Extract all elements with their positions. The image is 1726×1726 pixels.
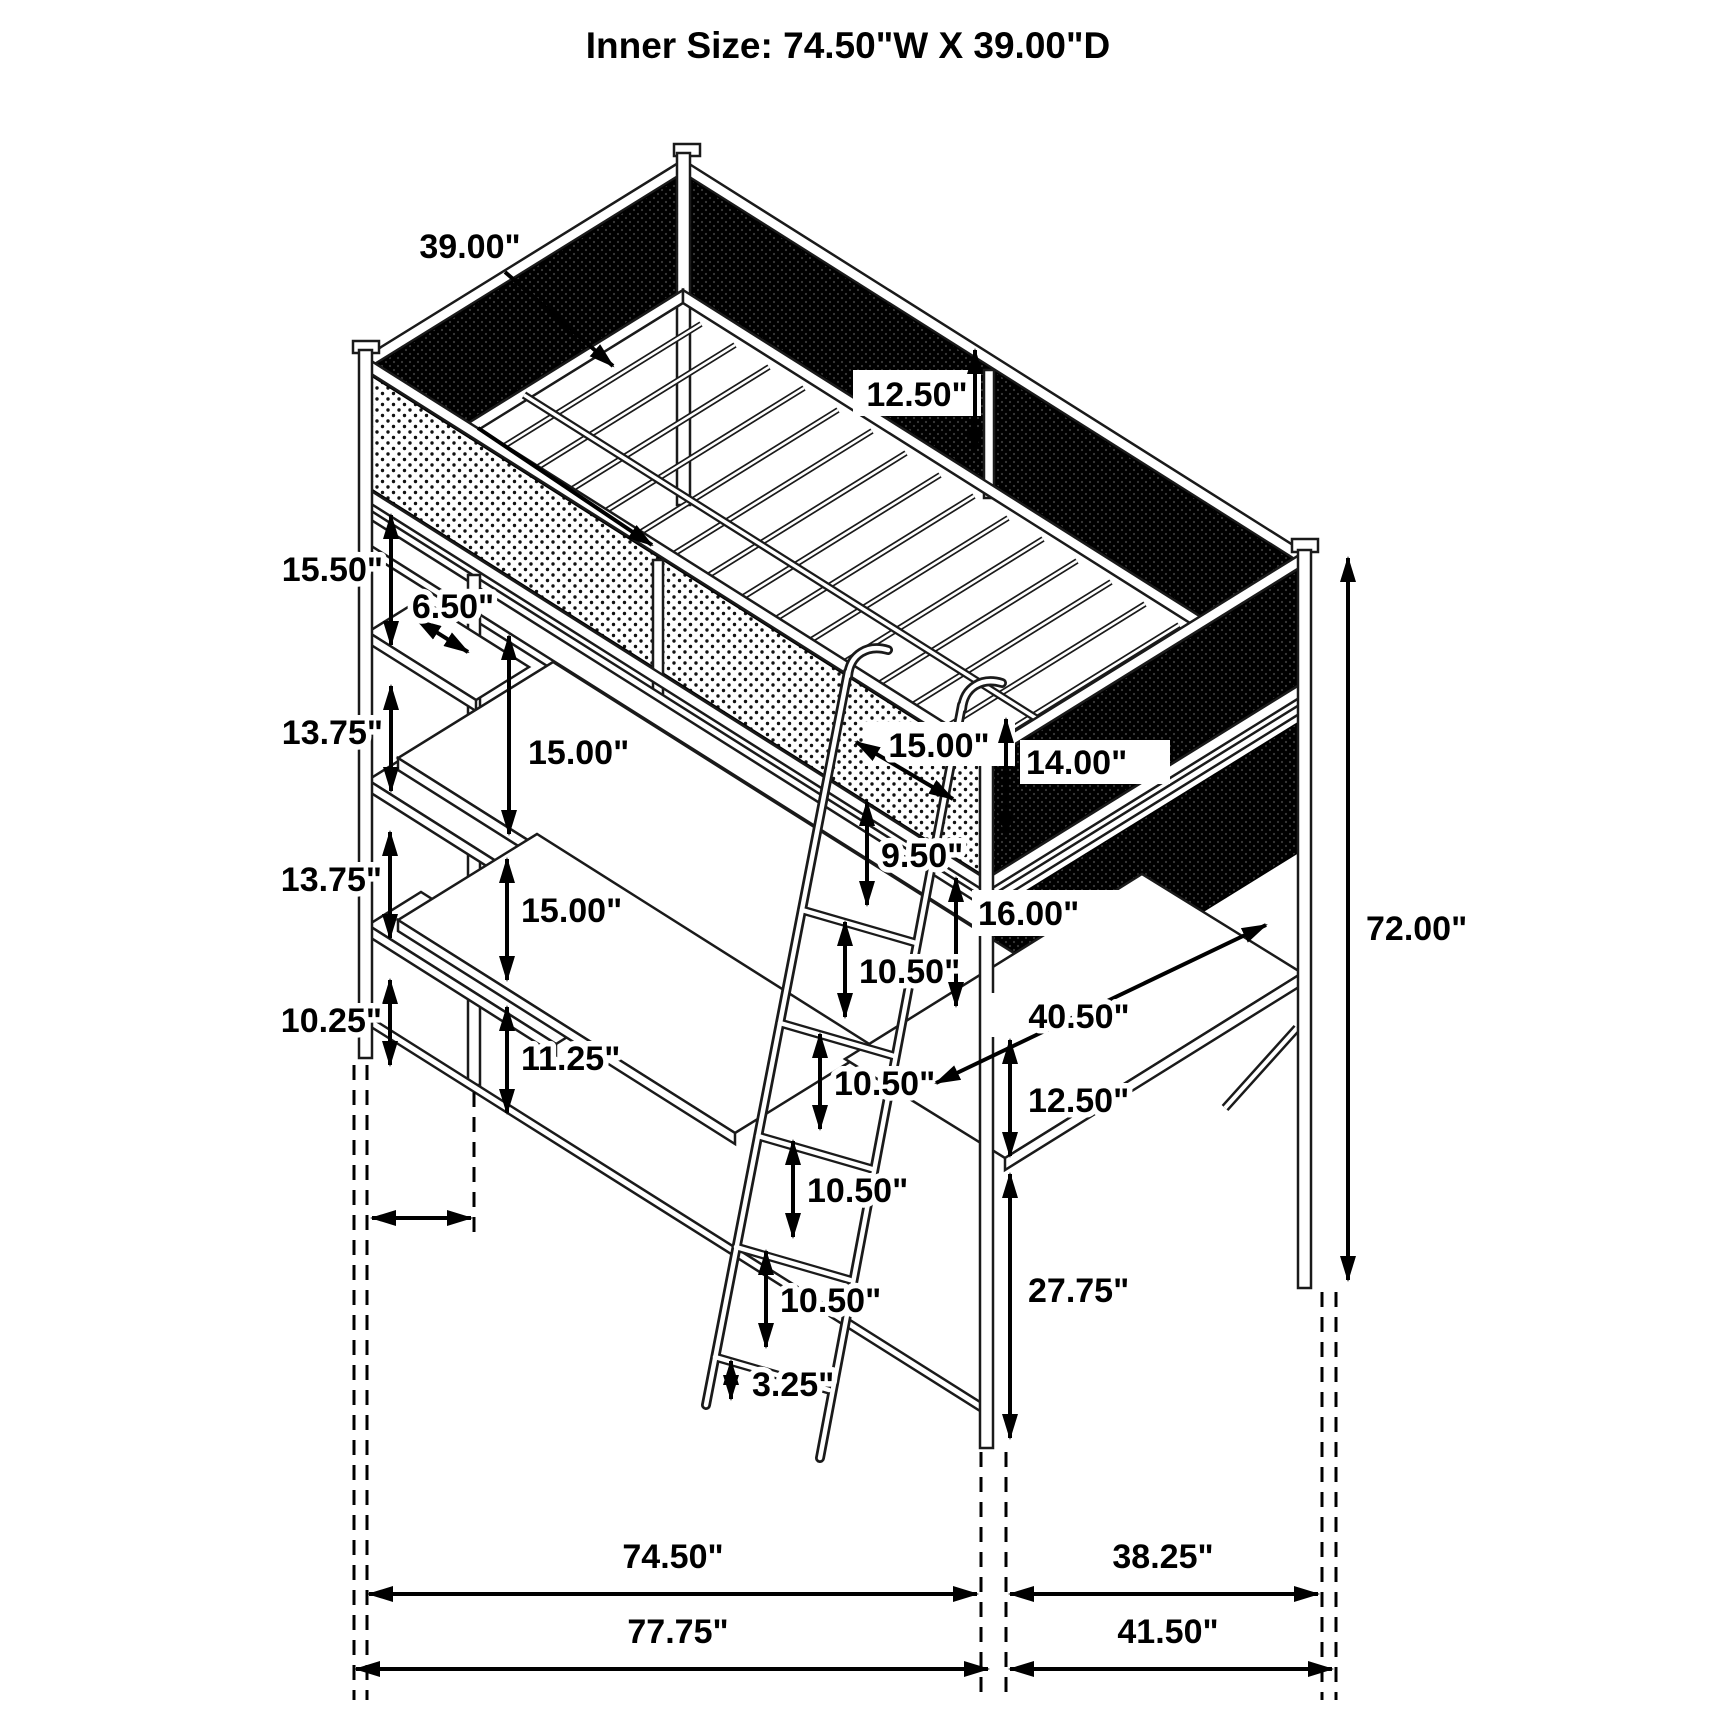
dim-right-inner-depth <box>1010 1538 1318 1594</box>
back-rail-divider-post <box>984 370 994 498</box>
dim-right-desk-gap-label: 12.50" <box>1028 1082 1130 1120</box>
dim-ladder-foot-gap-label: 3.25" <box>752 1366 835 1404</box>
dim-shelf-gap-mid2-label: 13.75" <box>280 861 382 899</box>
dim-right-inner-depth-label: 38.25" <box>1112 1538 1214 1576</box>
dim-overall-height-label: 72.00" <box>1366 910 1468 948</box>
dim-ladder-rung-gap-3-label: 10.50" <box>807 1172 909 1210</box>
dim-end-panel-height-label: 14.00" <box>1026 744 1128 782</box>
dim-right-desk-width-label: 40.50" <box>1028 998 1130 1036</box>
dim-overall-width <box>356 1613 988 1669</box>
dim-shelf-gap-bottom <box>281 980 390 1065</box>
dim-right-desk-height-label: 27.75" <box>1028 1272 1130 1310</box>
dim-shelf-gap-top-label: 15.50" <box>281 551 383 589</box>
dim-desk-clearance-upper-label: 15.00" <box>528 734 630 772</box>
dim-overall-width-label: 77.75" <box>627 1613 729 1651</box>
left-post <box>359 350 372 1058</box>
dim-bottom-clearance-label: 11.25" <box>521 1040 621 1078</box>
dim-lower-panel-height-label: 16.00" <box>978 895 1080 933</box>
dim-shelf-gap-bottom-label: 10.25" <box>280 1002 382 1040</box>
dim-ladder-top-gap-label: 9.50" <box>881 837 964 875</box>
dim-ladder-rung-gap-4-label: 10.50" <box>780 1282 882 1320</box>
dim-right-overall-depth-label: 41.50" <box>1117 1613 1219 1651</box>
dim-shelf-depth-label: 6.50" <box>411 588 495 626</box>
dim-inner-depth-label: 39.00" <box>419 228 521 266</box>
dim-right-overall-depth <box>1010 1613 1332 1669</box>
dim-ladder-rung-gap-2-label: 10.50" <box>834 1065 936 1103</box>
dim-shelf-gap-mid1-label: 13.75" <box>281 714 383 752</box>
dim-right-desk-height <box>1010 1174 1129 1438</box>
dim-desk-clearance-lower-label: 15.00" <box>521 892 623 930</box>
dim-rail-segment-label: 15.00" <box>888 727 990 765</box>
dim-ladder-rung-gap-1-label: 10.50" <box>859 953 961 991</box>
dim-guard-rail-height-label: 12.50" <box>866 376 968 414</box>
right-post <box>1298 550 1311 1288</box>
front-post <box>980 748 993 1448</box>
dim-inner-width-label: 74.50" <box>622 1538 724 1576</box>
page-title: Inner Size: 74.50"W X 39.00"D <box>585 25 1111 66</box>
dim-shelf-gap-top <box>282 515 391 645</box>
dim-overall-height <box>1348 558 1467 1280</box>
dim-inner-width <box>369 1538 977 1594</box>
